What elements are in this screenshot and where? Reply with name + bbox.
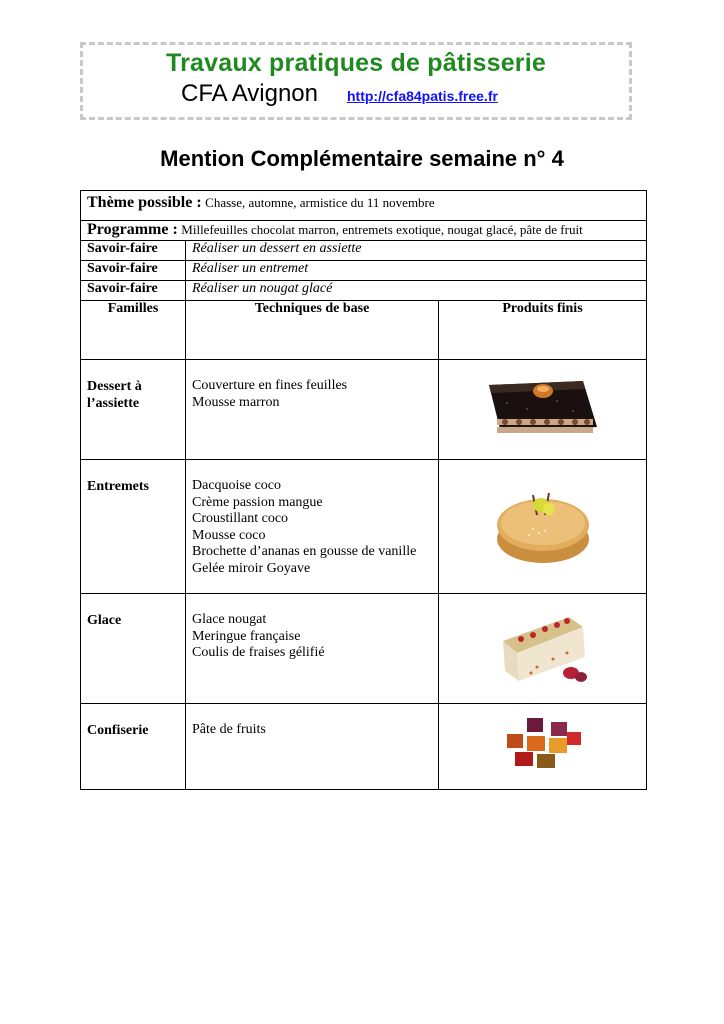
product-image-cell bbox=[439, 594, 647, 704]
programme-label: Programme : bbox=[87, 221, 178, 238]
savoir-faire-row bbox=[81, 241, 647, 261]
banner-title: Travaux pratiques de pâtisserie bbox=[166, 49, 546, 77]
product-image-cell bbox=[439, 360, 647, 460]
product-image-cell bbox=[439, 704, 647, 790]
savoir-faire-row bbox=[81, 281, 647, 301]
table-row bbox=[81, 704, 647, 790]
header-banner bbox=[80, 42, 632, 120]
page-title: Mention Complémentaire semaine n° 4 bbox=[160, 146, 564, 171]
programme-row bbox=[81, 221, 647, 241]
family-cell: Dessert à l’assiette bbox=[81, 360, 186, 460]
banner-subtitle: CFA Avignon bbox=[181, 80, 318, 107]
theme-label: Thème possible : bbox=[87, 194, 202, 211]
program-table bbox=[80, 190, 647, 790]
theme-row bbox=[81, 191, 647, 221]
website-link[interactable]: http://cfa84patis.free.fr bbox=[347, 88, 498, 104]
family-cell: Entremets bbox=[81, 460, 186, 594]
savoir-faire-label: Savoir-faire bbox=[81, 261, 186, 281]
savoir-faire-label: Savoir-faire bbox=[81, 241, 186, 261]
column-header: Familles bbox=[81, 301, 186, 360]
nougat-glace-image bbox=[497, 607, 589, 685]
product-image-cell bbox=[439, 460, 647, 594]
techniques-cell: Pâte de fruits bbox=[186, 704, 439, 790]
techniques-cell: Couverture en fines feuilles Mousse marron bbox=[186, 360, 439, 460]
pate-de-fruits-image bbox=[501, 716, 585, 772]
programme-value: Millefeuilles chocolat marron, entremets exotique, nougat glacé, pâte de fruit bbox=[181, 222, 583, 237]
savoir-faire-row bbox=[81, 261, 647, 281]
table-row bbox=[81, 460, 647, 594]
techniques-cell: Glace nougat Meringue française Coulis de fraises gélifié bbox=[186, 594, 439, 704]
techniques-cell: Dacquoise coco Crème passion mangue Croustillant coco Mousse coco Brochette d’ananas en gousse de vanille Gelée miroir Goyave bbox=[186, 460, 439, 594]
savoir-faire-label: Savoir-faire bbox=[81, 281, 186, 301]
savoir-faire-value: Réaliser un nougat glacé bbox=[186, 281, 647, 301]
family-cell: Confiserie bbox=[81, 704, 186, 790]
millefeuille-image bbox=[487, 375, 599, 439]
savoir-faire-value: Réaliser un entremet bbox=[186, 261, 647, 281]
family-cell: Glace bbox=[81, 594, 186, 704]
column-header: Produits finis bbox=[439, 301, 647, 360]
theme-value: Chasse, automne, armistice du 11 novembre bbox=[205, 195, 435, 210]
table-row bbox=[81, 360, 647, 460]
table-row bbox=[81, 594, 647, 704]
savoir-faire-value: Réaliser un dessert en assiette bbox=[186, 241, 647, 261]
column-header: Techniques de base bbox=[186, 301, 439, 360]
entremet-cake-image bbox=[493, 481, 593, 567]
column-header-row bbox=[81, 301, 647, 360]
